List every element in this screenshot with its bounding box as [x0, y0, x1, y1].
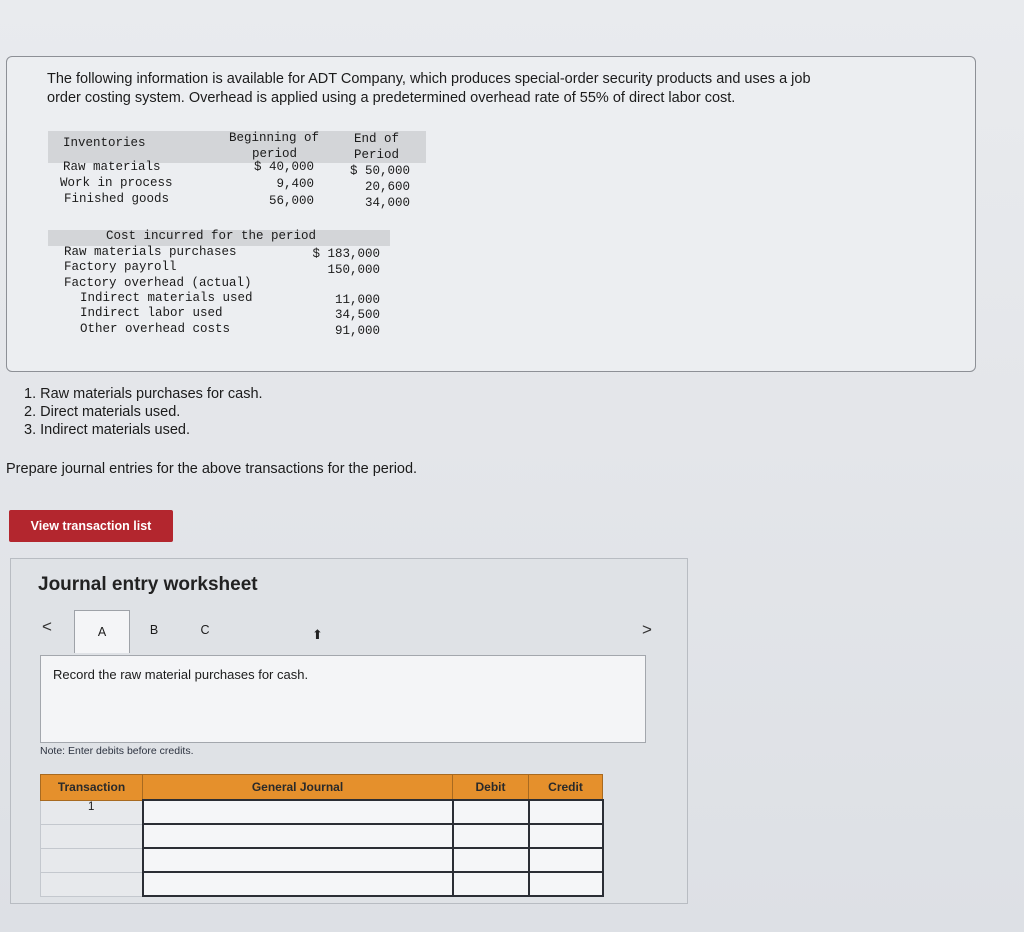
inventories-header-label: Inventories [63, 136, 146, 150]
credit-input[interactable] [529, 872, 603, 896]
inventory-row-end: 34,000 [364, 196, 410, 210]
cost-row-label: Factory payroll [64, 260, 177, 274]
cost-row-value: $ 183,000 [312, 247, 380, 261]
column-header-debit: Debit [453, 775, 529, 801]
cost-row-label: Raw materials purchases [64, 245, 237, 259]
column-header-credit: Credit [529, 775, 603, 801]
transaction-cell [41, 824, 143, 848]
journal-table [40, 774, 604, 897]
beginning-header-2: period [252, 147, 298, 161]
worksheet-title: Journal entry worksheet [38, 574, 258, 595]
column-header-transaction: Transaction [41, 775, 143, 801]
task-item: 3. Indirect materials used. [24, 422, 191, 438]
debit-input[interactable] [453, 824, 529, 848]
table-row [41, 824, 603, 848]
inventory-row-label: Finished goods [64, 192, 170, 206]
table-row [41, 872, 603, 896]
debit-input[interactable] [453, 848, 529, 872]
next-arrow-icon[interactable]: > [642, 620, 652, 639]
cost-row-label: Indirect labor used [80, 306, 223, 320]
note-text: Note: Enter debits before credits. [40, 745, 194, 757]
mouse-cursor-icon: ⬆ [312, 627, 323, 642]
cost-row-label: Other overhead costs [80, 322, 231, 336]
cost-row-label: Factory overhead (actual) [64, 276, 252, 290]
inventory-row-label: Work in process [60, 176, 173, 190]
credit-input[interactable] [529, 800, 603, 824]
tab-a[interactable]: A [74, 610, 130, 653]
inventory-row-beginning: 9,400 [276, 177, 314, 191]
general-journal-select[interactable] [143, 800, 453, 824]
tab-b[interactable]: B [149, 623, 159, 637]
inventory-row-end: 20,600 [364, 180, 410, 194]
transaction-cell [41, 872, 143, 896]
general-journal-select[interactable] [143, 848, 453, 872]
prompt-text: Prepare journal entries for the above transactions for the period. [6, 461, 418, 477]
table-row [41, 800, 603, 824]
end-header-1: End of [354, 132, 400, 146]
tab-c[interactable]: C [200, 623, 210, 637]
transaction-cell [41, 848, 143, 872]
general-journal-select[interactable] [143, 872, 453, 896]
inventory-row-beginning: 56,000 [268, 194, 314, 208]
credit-input[interactable] [529, 824, 603, 848]
view-transaction-list-button[interactable]: View transaction list [9, 510, 173, 542]
table-row [41, 848, 603, 872]
end-header-2: Period [354, 148, 400, 162]
debit-input[interactable] [453, 872, 529, 896]
credit-input[interactable] [529, 848, 603, 872]
column-header-general-journal: General Journal [143, 775, 453, 801]
cost-row-value: 11,000 [334, 293, 380, 307]
inventory-row-beginning: $ 40,000 [253, 160, 314, 174]
task-item: 2. Direct materials used. [24, 404, 181, 420]
general-journal-select[interactable] [143, 824, 453, 848]
task-list [24, 385, 263, 439]
transaction-number: 1 [41, 800, 143, 824]
beginning-header-1: Beginning of [229, 131, 320, 145]
inventory-row-label: Raw materials [63, 160, 161, 174]
cost-row-value: 91,000 [334, 324, 380, 338]
costs-header: Cost incurred for the period [106, 229, 317, 243]
intro-line-1: The following information is available for ADT Company, which produces special-order security products and uses a job [47, 71, 811, 87]
task-item: 1. Raw materials purchases for cash. [24, 386, 263, 402]
instruction-text: Record the raw material purchases for cash. [53, 667, 309, 682]
cost-row-label: Indirect materials used [80, 291, 253, 305]
debit-input[interactable] [453, 800, 529, 824]
intro-line-2: order costing system. Overhead is applied using a predetermined overhead rate of 55% of direct labor cost. [47, 90, 736, 106]
prev-arrow-icon[interactable]: < [42, 617, 52, 636]
inventory-row-end: $ 50,000 [349, 164, 410, 178]
cost-row-value: 34,500 [334, 308, 380, 322]
cost-row-value: 150,000 [327, 263, 380, 277]
intro-text [47, 70, 947, 108]
